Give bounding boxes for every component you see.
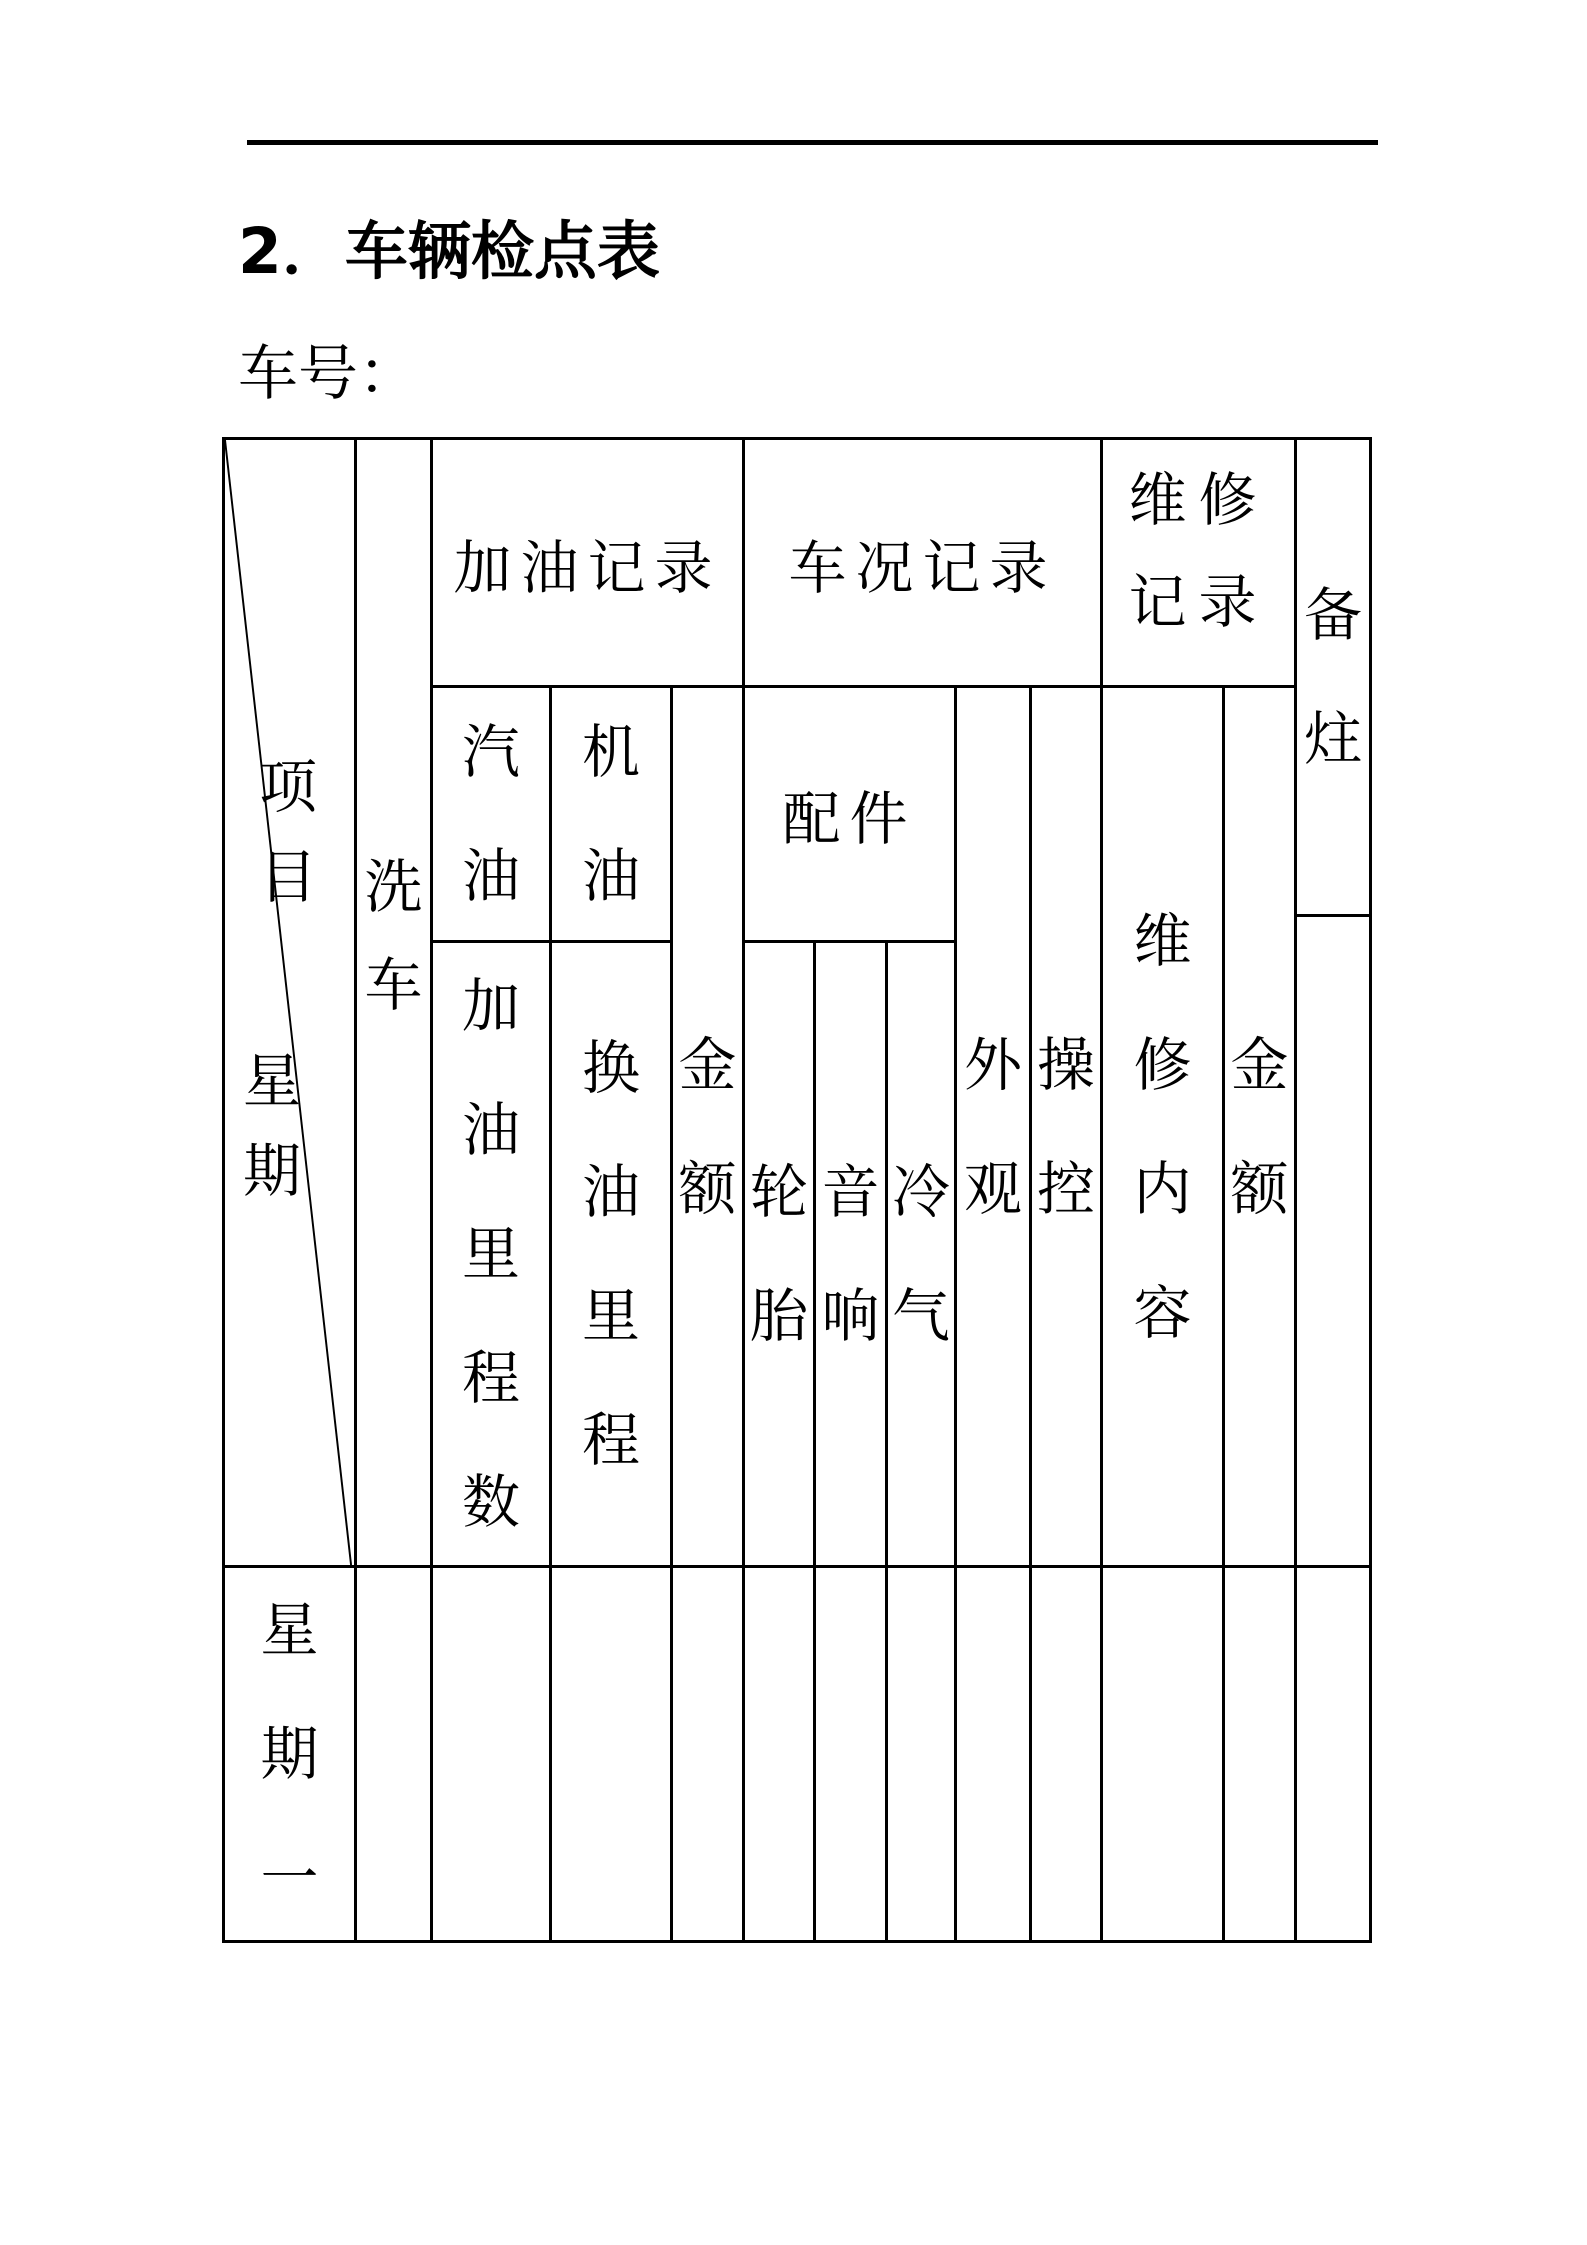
header-remark: 备 炷 (1296, 439, 1371, 916)
data-cell (815, 1567, 887, 1942)
header-gasoline: 汽 油 (432, 687, 551, 942)
diagonal-line (225, 440, 354, 1565)
corner-label-week: 星 期 (243, 1047, 302, 1205)
header-exterior: 外 观 (956, 687, 1031, 1567)
header-aircon: 冷 气 (887, 942, 956, 1567)
header-refuel-group: 加油记录 (432, 439, 744, 687)
data-cell (956, 1567, 1031, 1942)
header-fuel-amount: 金 额 (672, 687, 744, 1567)
data-cell (356, 1567, 432, 1942)
data-cell (1296, 1567, 1371, 1942)
vehicle-number-label: 车号： (238, 339, 418, 409)
header-rule (247, 140, 1378, 145)
remark-empty-cell (1296, 916, 1371, 1567)
header-engine-oil: 机 油 (551, 687, 672, 942)
header-handling: 操 控 (1031, 687, 1102, 1567)
header-wash: 洗 车 (356, 439, 432, 1567)
row-label-monday: 星 期 一 (224, 1567, 356, 1942)
vehicle-inspection-table (222, 437, 1372, 1943)
header-audio: 音 响 (815, 942, 887, 1567)
header-repair-group: 维修 记录 (1102, 439, 1296, 687)
header-oil-change-mileage: 换 油 里 程 (551, 942, 672, 1567)
data-cell (551, 1567, 672, 1942)
header-repair-content: 维 修 内 容 (1102, 687, 1224, 1567)
corner-cell (224, 439, 356, 1567)
header-tire: 轮 胎 (744, 942, 815, 1567)
data-cell (744, 1567, 815, 1942)
header-condition-group: 车况记录 (744, 439, 1102, 687)
header-refuel-mileage: 加 油 里 程 数 (432, 942, 551, 1567)
corner-label-project: 项 目 (259, 753, 318, 911)
data-cell (432, 1567, 551, 1942)
data-cell (672, 1567, 744, 1942)
header-repair-amount: 金 额 (1224, 687, 1296, 1567)
data-cell (1102, 1567, 1224, 1942)
header-parts: 配件 (744, 687, 956, 942)
data-cell (887, 1567, 956, 1942)
page-title: 2．车辆检点表 (238, 215, 660, 288)
data-cell (1224, 1567, 1296, 1942)
data-cell (1031, 1567, 1102, 1942)
